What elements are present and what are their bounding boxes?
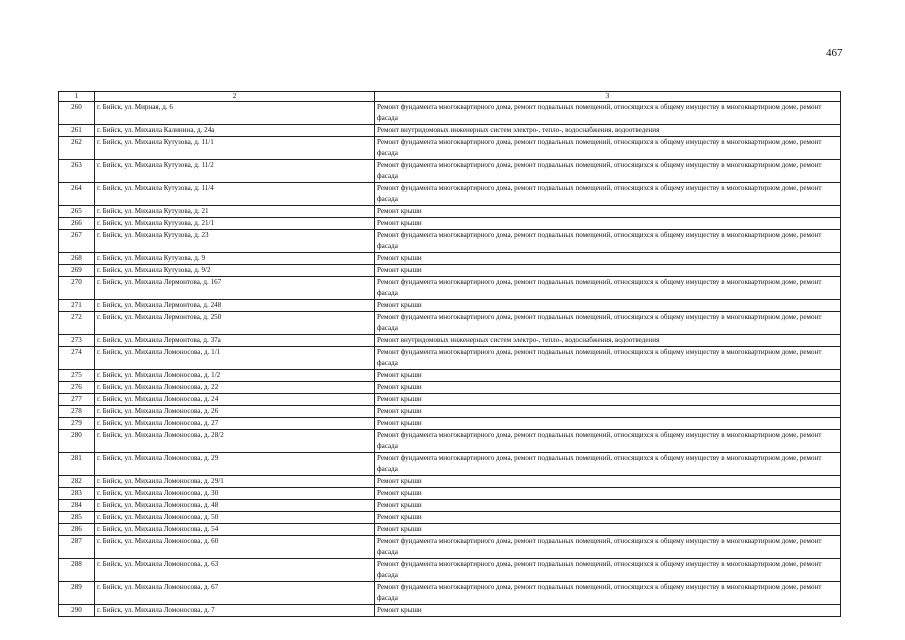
row-work-type: Ремонт фундамента многоквартирного дома, ремонт подвальных помещений, относящихся к общему имуществу в многоквартирном доме, ремонт фасада (375, 183, 841, 206)
row-address: г. Бийск, ул. Михаила Ломоносова, д. 1/2 (95, 370, 375, 382)
table-row (59, 394, 841, 406)
row-work-type: Ремонт фундамента многоквартирного дома, ремонт подвальных помещений, относящихся к общему имуществу в многоквартирном доме, ремонт фасада (375, 160, 841, 183)
row-work-type: Ремонт крыши (375, 370, 841, 382)
row-number: 284 (59, 500, 95, 512)
row-number: 261 (59, 125, 95, 137)
table-row (59, 265, 841, 277)
row-work-type: Ремонт крыши (375, 418, 841, 430)
row-number: 267 (59, 230, 95, 253)
row-address: г. Бийск, ул. Михаила Кутузова, д. 9 (95, 253, 375, 265)
row-work-type: Ремонт фундамента многоквартирного дома, ремонт подвальных помещений, относящихся к общему имуществу в многоквартирном доме, ремонт фасада (375, 102, 841, 125)
row-number: 263 (59, 160, 95, 183)
row-work-type: Ремонт фундамента многоквартирного дома, ремонт подвальных помещений, относящихся к общему имуществу в многоквартирном доме, ремонт фасада (375, 536, 841, 559)
row-number: 285 (59, 512, 95, 524)
table-row (59, 312, 841, 335)
row-number: 287 (59, 536, 95, 559)
row-number: 288 (59, 559, 95, 582)
row-work-type: Ремонт крыши (375, 253, 841, 265)
row-work-type: Ремонт крыши (375, 218, 841, 230)
row-work-type: Ремонт крыши (375, 406, 841, 418)
table-row (59, 605, 841, 617)
row-address: г. Бийск, ул. Михаила Ломоносова, д. 7 (95, 605, 375, 617)
row-address: г. Бийск, ул. Михаила Ломоносова, д. 24 (95, 394, 375, 406)
row-work-type: Ремонт крыши (375, 500, 841, 512)
row-address: г. Бийск, ул. Михаила Лермонтова, д. 167 (95, 277, 375, 300)
row-work-type: Ремонт фундамента многоквартирного дома, ремонт подвальных помещений, относящихся к общему имуществу в многоквартирном доме, ремонт фасада (375, 312, 841, 335)
row-number: 270 (59, 277, 95, 300)
table-header-row (59, 92, 841, 102)
table-row (59, 406, 841, 418)
row-work-type: Ремонт фундамента многоквартирного дома, ремонт подвальных помещений, относящихся к общему имуществу в многоквартирном доме, ремонт фасада (375, 277, 841, 300)
table-row (59, 253, 841, 265)
table-row (59, 453, 841, 476)
row-work-type: Ремонт фундамента многоквартирного дома, ремонт подвальных помещений, относящихся к общему имуществу в многоквартирном доме, ремонт фасада (375, 453, 841, 476)
row-address: г. Бийск, ул. Михаила Кутузова, д. 23 (95, 230, 375, 253)
table-row (59, 230, 841, 253)
row-number: 260 (59, 102, 95, 125)
row-address: г. Бийск, ул. Михаила Ломоносова, д. 50 (95, 512, 375, 524)
row-number: 279 (59, 418, 95, 430)
row-address: г. Бийск, ул. Михаила Калинина, д. 24а (95, 125, 375, 137)
row-work-type: Ремонт крыши (375, 476, 841, 488)
row-address: г. Бийск, ул. Михаила Кутузова, д. 9/2 (95, 265, 375, 277)
column-header-work: 3 (375, 92, 841, 102)
row-work-type: Ремонт фундамента многоквартирного дома, ремонт подвальных помещений, относящихся к общему имуществу в многоквартирном доме, ремонт фасада (375, 137, 841, 160)
row-work-type: Ремонт крыши (375, 488, 841, 500)
table-row (59, 582, 841, 605)
registry-table (58, 91, 841, 617)
row-number: 264 (59, 183, 95, 206)
row-number: 290 (59, 605, 95, 617)
table-row (59, 137, 841, 160)
table-row (59, 160, 841, 183)
row-address: г. Бийск, ул. Михаила Лермонтова, д. 37а (95, 335, 375, 347)
row-number: 278 (59, 406, 95, 418)
page-number: 467 (826, 47, 843, 59)
row-work-type: Ремонт фундамента многоквартирного дома, ремонт подвальных помещений, относящихся к общему имуществу в многоквартирном доме, ремонт фасада (375, 230, 841, 253)
row-work-type: Ремонт крыши (375, 512, 841, 524)
table-row (59, 524, 841, 536)
row-work-type: Ремонт крыши (375, 382, 841, 394)
table-row (59, 476, 841, 488)
row-address: г. Бийск, ул. Михаила Ломоносова, д. 26 (95, 406, 375, 418)
row-work-type: Ремонт крыши (375, 394, 841, 406)
row-address: г. Бийск, ул. Михаила Кутузова, д. 11/2 (95, 160, 375, 183)
row-number: 286 (59, 524, 95, 536)
row-work-type: Ремонт крыши (375, 206, 841, 218)
row-address: г. Бийск, ул. Михаила Кутузова, д. 21/1 (95, 218, 375, 230)
table-row (59, 370, 841, 382)
row-work-type: Ремонт крыши (375, 605, 841, 617)
table-row (59, 125, 841, 137)
row-number: 265 (59, 206, 95, 218)
row-address: г. Бийск, ул. Михаила Ломоносова, д. 29/1 (95, 476, 375, 488)
row-work-type: Ремонт фундамента многоквартирного дома, ремонт подвальных помещений, относящихся к общему имуществу в многоквартирном доме, ремонт фасада (375, 582, 841, 605)
table-row (59, 300, 841, 312)
row-work-type: Ремонт внутридомовых инженерных систем электро-, тепло-, водоснабжения, водоотведения (375, 335, 841, 347)
row-address: г. Бийск, ул. Михаила Ломоносова, д. 54 (95, 524, 375, 536)
row-work-type: Ремонт крыши (375, 300, 841, 312)
table-row (59, 218, 841, 230)
row-number: 280 (59, 430, 95, 453)
registry-table-body (59, 92, 841, 617)
row-number: 277 (59, 394, 95, 406)
row-address: г. Бийск, ул. Михаила Ломоносова, д. 30 (95, 488, 375, 500)
row-number: 271 (59, 300, 95, 312)
table-row (59, 102, 841, 125)
row-address: г. Бийск, ул. Михаила Кутузова, д. 21 (95, 206, 375, 218)
table-row (59, 347, 841, 370)
row-address: г. Бийск, ул. Михаила Ломоносова, д. 28/2 (95, 430, 375, 453)
table-row (59, 430, 841, 453)
row-work-type: Ремонт крыши (375, 265, 841, 277)
table-row (59, 500, 841, 512)
row-address: г. Бийск, ул. Михаила Ломоносова, д. 48 (95, 500, 375, 512)
row-number: 269 (59, 265, 95, 277)
table-row (59, 183, 841, 206)
row-number: 289 (59, 582, 95, 605)
row-number: 262 (59, 137, 95, 160)
row-work-type: Ремонт фундамента многоквартирного дома, ремонт подвальных помещений, относящихся к общему имуществу в многоквартирном доме, ремонт фасада (375, 559, 841, 582)
row-number: 283 (59, 488, 95, 500)
row-address: г. Бийск, ул. Михаила Лермонтова, д. 248 (95, 300, 375, 312)
row-address: г. Бийск, ул. Михаила Кутузова, д. 11/4 (95, 183, 375, 206)
row-address: г. Бийск, ул. Михаила Ломоносова, д. 29 (95, 453, 375, 476)
row-work-type: Ремонт крыши (375, 524, 841, 536)
table-row (59, 335, 841, 347)
table-row (59, 536, 841, 559)
table-row (59, 512, 841, 524)
row-address: г. Бийск, ул. Михаила Ломоносова, д. 67 (95, 582, 375, 605)
row-number: 276 (59, 382, 95, 394)
row-number: 275 (59, 370, 95, 382)
row-number: 273 (59, 335, 95, 347)
row-number: 281 (59, 453, 95, 476)
column-header-address: 2 (95, 92, 375, 102)
row-number: 266 (59, 218, 95, 230)
row-address: г. Бийск, ул. Михаила Ломоносова, д. 1/1 (95, 347, 375, 370)
table-row (59, 488, 841, 500)
row-address: г. Бийск, ул. Михаила Ломоносова, д. 27 (95, 418, 375, 430)
row-number: 282 (59, 476, 95, 488)
row-address: г. Бийск, ул. Михаила Кутузова, д. 11/1 (95, 137, 375, 160)
table-row (59, 277, 841, 300)
table-row (59, 559, 841, 582)
row-work-type: Ремонт фундамента многоквартирного дома, ремонт подвальных помещений, относящихся к общему имуществу в многоквартирном доме, ремонт фасада (375, 347, 841, 370)
row-address: г. Бийск, ул. Михаила Ломоносова, д. 22 (95, 382, 375, 394)
row-number: 268 (59, 253, 95, 265)
row-address: г. Бийск, ул. Михаила Лермонтова, д. 250 (95, 312, 375, 335)
column-header-number: 1 (59, 92, 95, 102)
table-row (59, 382, 841, 394)
table-row (59, 418, 841, 430)
row-work-type: Ремонт фундамента многоквартирного дома, ремонт подвальных помещений, относящихся к общему имуществу в многоквартирном доме, ремонт фасада (375, 430, 841, 453)
row-address: г. Бийск, ул. Михаила Ломоносова, д. 63 (95, 559, 375, 582)
row-number: 274 (59, 347, 95, 370)
row-work-type: Ремонт внутридомовых инженерных систем электро-, тепло-, водоснабжения, водоотведения (375, 125, 841, 137)
row-address: г. Бийск, ул. Михаила Ломоносова, д. 60 (95, 536, 375, 559)
table-row (59, 206, 841, 218)
row-address: г. Бийск, ул. Мирная, д. 6 (95, 102, 375, 125)
row-number: 272 (59, 312, 95, 335)
